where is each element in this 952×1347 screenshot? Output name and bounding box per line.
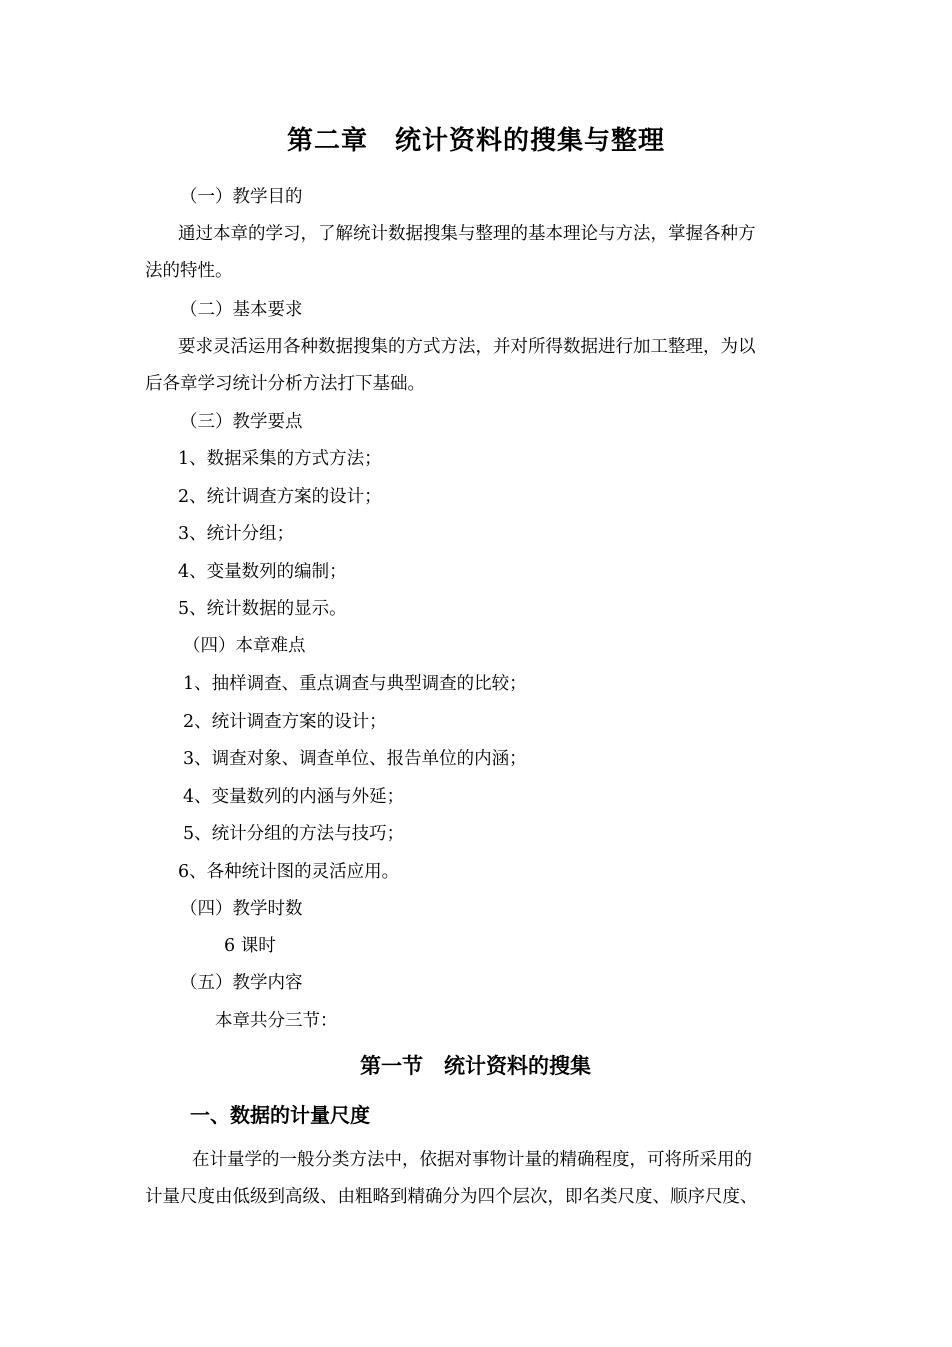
teaching-goal-text-line-1: 通过本章的学习，了解统计数据搜集与整理的基本理论与方法，掌握各种方 (178, 224, 756, 244)
difficulties-heading: （四）本章难点 (183, 636, 306, 656)
basic-requirements-text-line-2: 后各章学习统计分析方法打下基础。 (145, 374, 425, 394)
section-title: 第一节 统计资料的搜集 (360, 1053, 591, 1078)
basic-requirements-heading: （二）基本要求 (180, 300, 303, 320)
difficulty-item: 3、调查对象、调查单位、报告单位的内涵； (183, 749, 527, 769)
teaching-content-text: 本章共分三节： (215, 1011, 338, 1031)
basic-requirements-text-line-1: 要求灵活运用各种数据搜集的方式方法，并对所得数据进行加工整理，为以 (178, 337, 756, 357)
difficulty-item: 1、抽样调查、重点调查与典型调查的比较； (183, 674, 527, 694)
key-point-item: 4、变量数列的编制； (178, 562, 347, 582)
teaching-goal-heading: （一）教学目的 (180, 187, 303, 207)
teaching-hours-value: 6 课时 (224, 936, 276, 956)
chapter-title: 第二章 统计资料的搜集与整理 (286, 126, 665, 156)
difficulty-item: 5、统计分组的方法与技巧； (183, 824, 405, 844)
difficulty-item: 4、变量数列的内涵与外延； (183, 787, 405, 807)
key-point-item: 2、统计调查方案的设计； (178, 487, 382, 507)
key-points-heading: （三）教学要点 (180, 412, 303, 432)
difficulty-item: 2、统计调查方案的设计； (183, 712, 387, 732)
teaching-goal-text-line-2: 法的特性。 (145, 261, 233, 281)
teaching-hours-heading: （四）教学时数 (180, 899, 303, 919)
key-point-item: 1、数据采集的方式方法； (178, 449, 382, 469)
body-paragraph-line-1: 在计量学的一般分类方法中，依据对事物计量的精确程度，可将所采用的 (192, 1150, 752, 1170)
body-paragraph-line-2: 计量尺度由低级到高级、由粗略到精确分为四个层次，即名类尺度、顺序尺度、 (145, 1187, 758, 1207)
subsection-title: 一、数据的计量尺度 (190, 1103, 370, 1127)
difficulty-item: 6、各种统计图的灵活应用。 (178, 862, 400, 882)
key-point-item: 3、统计分组； (178, 524, 295, 544)
key-point-item: 5、统计数据的显示。 (178, 599, 347, 619)
teaching-content-heading: （五）教学内容 (180, 973, 303, 993)
